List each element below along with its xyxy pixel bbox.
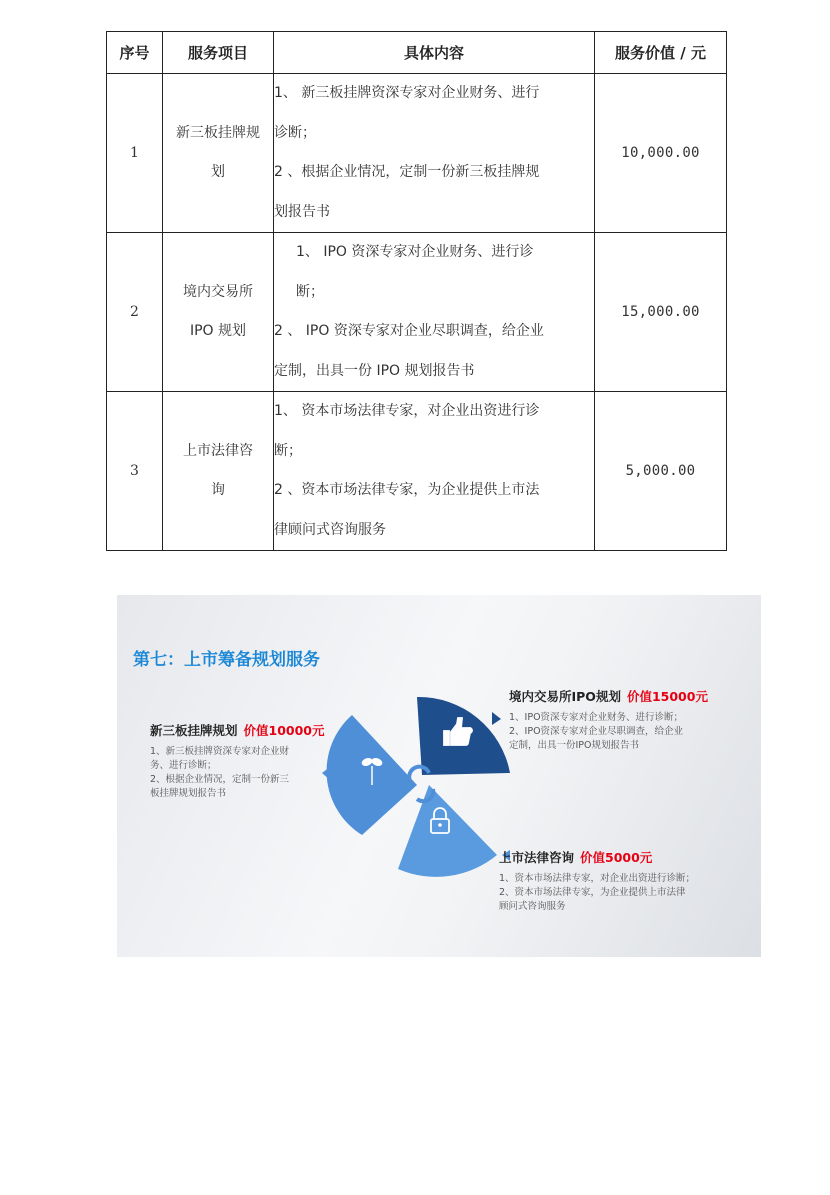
right-service-title: 境内交易所IPO规划 bbox=[509, 689, 621, 704]
bottom-petal bbox=[398, 785, 497, 877]
header-number: 序号 bbox=[107, 32, 163, 74]
row-service-item bbox=[163, 233, 274, 392]
detail-line: 1、 IPO 资深专家对企业财务、进行诊 bbox=[296, 244, 534, 260]
row-service-item bbox=[163, 392, 274, 551]
detail-line: 1、 资本市场法律专家，对企业出资进行诊 bbox=[274, 403, 540, 419]
detail-line: 诊断； bbox=[274, 124, 316, 141]
desc-line: 务、进行诊断； bbox=[150, 760, 217, 771]
right-service-price: 价值15000元 bbox=[626, 689, 708, 704]
right-service-block bbox=[509, 687, 708, 753]
item-line: IPO 规划 bbox=[189, 323, 247, 339]
desc-line: 1、资本市场法律专家，对企业出资进行诊断； bbox=[499, 873, 696, 884]
desc-line: 1、新三板挂牌资深专家对企业财 bbox=[150, 746, 290, 757]
left-service-price: 价值10000元 bbox=[243, 723, 325, 738]
desc-line: 板挂牌规划报告书 bbox=[150, 788, 227, 799]
detail-line: 1、 新三板挂牌资深专家对企业财务、进行 bbox=[274, 85, 540, 101]
bottom-service-price: 价值5000元 bbox=[580, 850, 653, 865]
item-line: 上市法律咨 bbox=[183, 443, 253, 459]
row-price: 5,000.00 bbox=[595, 392, 727, 551]
desc-line: 2、根据企业情况，定制一份新三 bbox=[150, 774, 290, 785]
header-service-item: 服务项目 bbox=[163, 32, 274, 74]
desc-line: 1、IPO资深专家对企业财务、进行诊断； bbox=[509, 712, 684, 723]
detail-line: 断； bbox=[274, 442, 302, 459]
detail-line: 2 、根据企业情况，定制一份新三板挂牌规 bbox=[274, 164, 540, 180]
service-table bbox=[106, 31, 727, 551]
row-service-item bbox=[163, 74, 274, 233]
infographic-title: 第七：上市筹备规划服务 bbox=[133, 650, 320, 670]
row-number: 3 bbox=[107, 392, 163, 551]
item-line: 新三板挂牌规 bbox=[176, 125, 260, 141]
infographic-panel bbox=[117, 595, 761, 957]
row-number: 1 bbox=[107, 74, 163, 233]
left-service-title: 新三板挂牌规划 bbox=[150, 723, 238, 738]
detail-line: 定制，出具一份 IPO 规划报告书 bbox=[274, 362, 475, 379]
detail-line: 2 、 IPO 资深专家对企业尽职调查，给企业 bbox=[274, 323, 544, 339]
row-detail bbox=[274, 392, 595, 551]
desc-line: 2、IPO资深专家对企业尽职调查，给企业 bbox=[509, 726, 684, 737]
table-row bbox=[107, 233, 727, 392]
row-number: 2 bbox=[107, 233, 163, 392]
bottom-service-block bbox=[499, 848, 695, 914]
detail-line: 律顾问式咨询服务 bbox=[274, 521, 386, 538]
desc-line: 2、资本市场法律专家，为企业提供上市法律 bbox=[499, 887, 686, 898]
row-price: 10,000.00 bbox=[595, 74, 727, 233]
table-row bbox=[107, 74, 727, 233]
triangle-marker bbox=[492, 712, 501, 725]
item-line: 划 bbox=[211, 164, 225, 180]
header-price: 服务价值 / 元 bbox=[595, 32, 727, 74]
detail-line: 断； bbox=[296, 283, 324, 300]
item-line: 境内交易所 bbox=[183, 284, 253, 300]
header-detail: 具体内容 bbox=[274, 32, 595, 74]
item-line: 询 bbox=[211, 482, 225, 498]
desc-line: 定制，出具一份IPO规划报告书 bbox=[509, 740, 640, 751]
detail-line: 划报告书 bbox=[274, 203, 330, 220]
left-service-block bbox=[150, 721, 325, 801]
table-header-row bbox=[107, 32, 727, 74]
table-row bbox=[107, 392, 727, 551]
row-detail bbox=[274, 74, 595, 233]
desc-line: 顾问式咨询服务 bbox=[499, 901, 566, 912]
detail-line: 2 、资本市场法律专家，为企业提供上市法 bbox=[274, 482, 540, 498]
row-detail bbox=[274, 233, 595, 392]
row-price: 15,000.00 bbox=[595, 233, 727, 392]
bottom-service-title: 上市法律咨询 bbox=[499, 850, 575, 865]
